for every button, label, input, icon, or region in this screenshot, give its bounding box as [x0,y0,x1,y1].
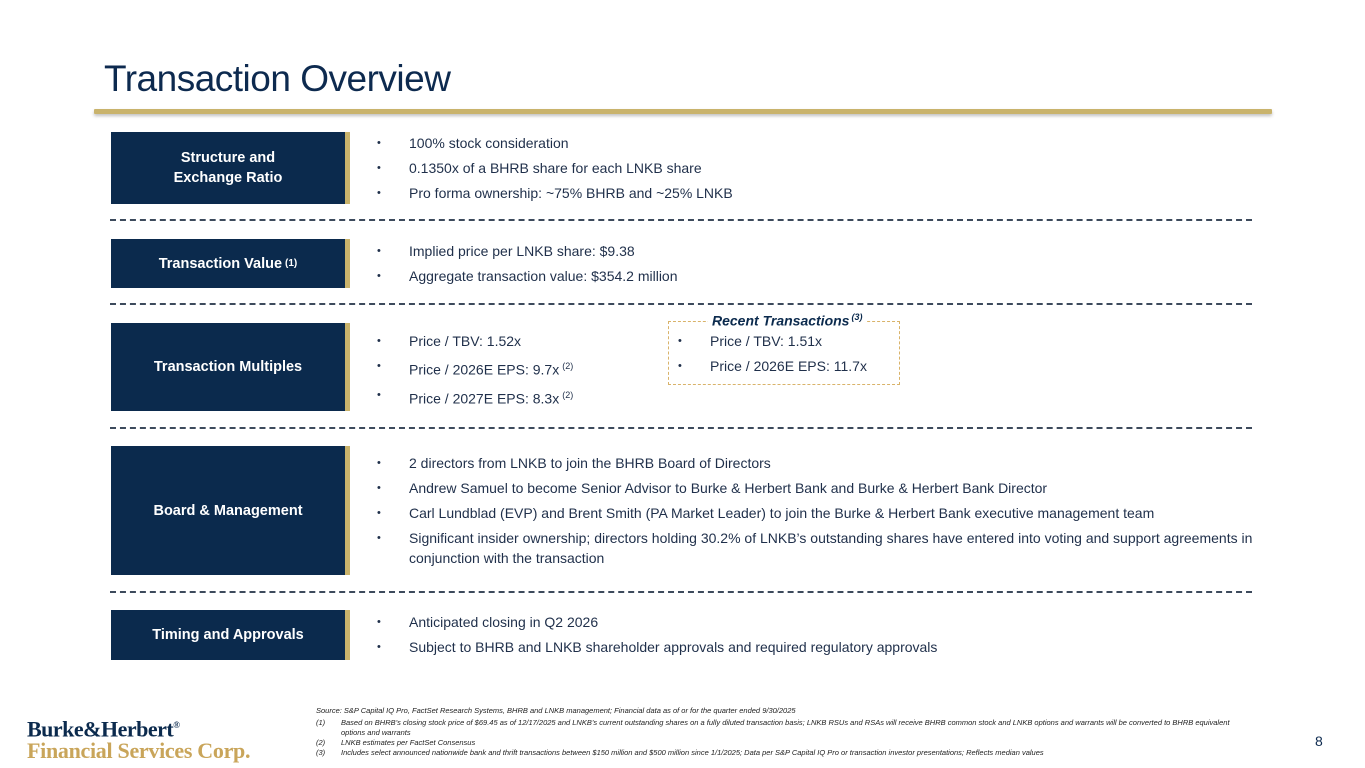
structure-label-line2: Exchange Ratio [173,170,283,186]
value-label-box [111,239,350,288]
title-underline [94,109,1272,114]
list-item [377,385,573,409]
value-label-footnote: (1) [285,257,298,269]
list-item: • Implied price per LNKB share: $9.38 [377,241,678,261]
structure-label-box [111,132,350,204]
list-item: • 0.1350x of a BHRB share for each LNKB share [377,158,733,178]
timing-label-box [111,610,350,660]
recent-title-text: Recent Transactions [712,312,850,329]
list-item: • 2 directors from LNKB to join the BHRB Board of Directors [377,453,1267,473]
recent-transactions-bullets [678,331,867,381]
logo-brand: Burke&Herbert [27,716,174,742]
structure-label-line1: Structure and [180,150,276,166]
timing-label: Timing and Approvals [152,627,304,643]
page-title: Transaction Overview [104,58,451,99]
list-item: • Price / TBV: 1.51x [678,331,867,351]
list-item [377,331,573,351]
value-label: Transaction Value [158,255,283,272]
timing-bullets [377,612,937,662]
logo-line2: Financial Services Corp. [27,738,251,764]
footnote-number: (2) [316,738,326,747]
list-item: • 100% stock consideration [377,133,733,153]
structure-bullets [377,133,733,208]
board-label: Board & Management [153,502,303,519]
multiples-label: Transaction Multiples [153,359,303,375]
logo-line1 [27,714,250,740]
footnote-number: (3) [316,748,326,757]
board-bullets [377,453,1267,573]
section-divider [110,427,1252,429]
source-note: Source: S&P Capital IQ Pro, FactSet Research Systems, BHRB and LNKB management; Financial data as of or for the quarter ended 9/30/2025 [316,706,796,715]
footnote-row [316,718,1236,738]
footnote-ref: (2) [562,361,574,371]
list-item [377,356,573,380]
footnote-ref: (2) [562,389,574,400]
recent-transactions-title [708,312,866,329]
value-bullets [377,241,678,291]
multiples-bullets [377,331,573,413]
footnote-ref: (3) [851,312,863,322]
footnote-row [316,738,1236,748]
footnote-number: (1) [316,718,326,727]
page-number: 8 [1315,733,1323,749]
multiples-label-box [111,323,350,411]
list-item: • Carl Lundblad (EVP) and Brent Smith (PA Market Leader) to join the Burke & Herbert Bank executive management team [377,503,1267,523]
list-item: • Anticipated closing in Q2 2026 [377,612,937,632]
footnote-text: Includes select announced nationwide bank and thrift transactions between $150 million and $500 million since 1/1/2025; Data per S&P Capital IQ Pro or transaction investor presentations; Reflects median values [341,748,1044,757]
footnote-row [316,748,1236,758]
multiple-text: Price / 2027E EPS: 8.3x [409,390,560,407]
list-item: • Significant insider ownership; directors holding 30.2% of LNKB’s outstanding shares have entered into voting and support agreements in conjunction with the transaction [377,528,1267,568]
section-divider [110,591,1252,593]
multiple-text: Price / 2026E EPS: 9.7x [409,361,560,378]
company-logo [27,714,250,762]
footnotes [316,706,1236,758]
list-item: • Pro forma ownership: ~75% BHRB and ~25% LNKB [377,183,733,203]
section-divider [110,303,1252,305]
section-divider [110,219,1252,221]
list-item: • Aggregate transaction value: $354.2 million [377,266,678,286]
footnote-text: LNKB estimates per FactSet Consensus [341,738,476,747]
board-label-box [111,446,350,575]
list-item: • Subject to BHRB and LNKB shareholder approvals and required regulatory approvals [377,637,937,657]
footnote-text: Based on BHRB’s closing stock price of $69.45 as of 12/17/2025 and LNKB’s current outstanding shares on a fully diluted transaction basis; LNKB RSUs and RSAs will receive BHRB common stock and LNKB options and warrants will be converted to BHRB equivalent options and warrants [341,718,1230,737]
multiple-text: Price / TBV: 1.52x [409,333,522,349]
list-item: • Andrew Samuel to become Senior Advisor to Burke & Herbert Bank and Burke & Herbert Bank Director [377,478,1267,498]
logo-registered-mark: ® [173,720,180,730]
list-item: • Price / 2026E EPS: 11.7x [678,356,867,376]
